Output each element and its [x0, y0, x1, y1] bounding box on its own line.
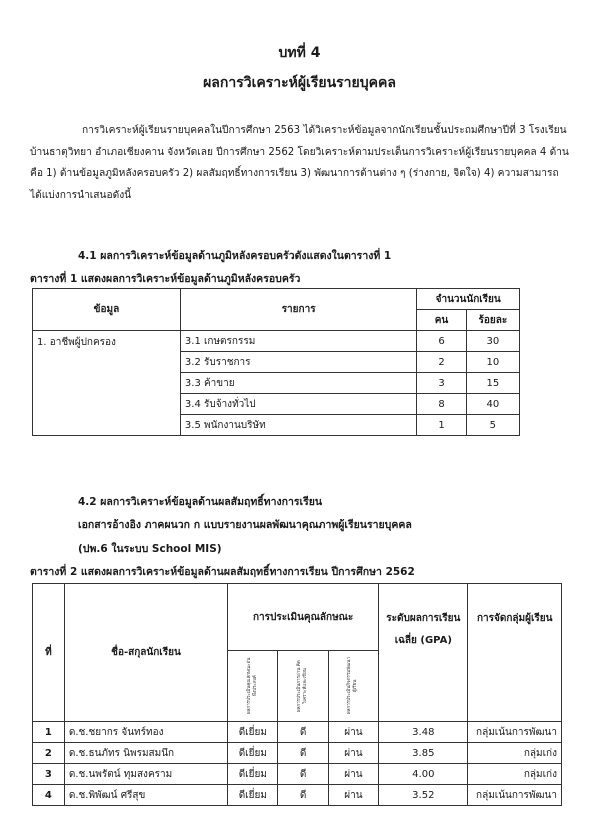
eval1-cell: ดีเยี่ยม [228, 764, 278, 785]
header-info: ข้อมูล [33, 289, 181, 331]
no-cell: 1 [33, 722, 65, 743]
chapter-number: บทที่ 4 [278, 45, 321, 61]
name-cell: ด.ช.ธนภัทร นิพรมสมนึก [64, 743, 227, 764]
header-name: ชื่อ-สกุลนักเรียน [64, 584, 227, 722]
count-cell: 6 [417, 331, 466, 352]
eval1-cell: ดีเยี่ยม [228, 785, 278, 806]
table-header-row [33, 289, 520, 310]
item-cell: 3.5 พนักงานบริษัท [180, 415, 416, 436]
gpa-cell: 3.52 [379, 785, 468, 806]
eval3-cell: ผ่าน [328, 764, 378, 785]
eval2-cell: ดี [278, 785, 328, 806]
header-percent: ร้อยละ [466, 310, 519, 331]
intro-paragraph [30, 120, 570, 206]
header-count: จำนวนนักเรียน [417, 289, 520, 310]
count-cell: 3 [417, 373, 466, 394]
table2-caption: ตารางที่ 2 แสดงผลการวิเคราะห์ข้อมูลด้านผลสัมฤทธิ์ทางการเรียน ปีการศึกษา 2562 [30, 566, 415, 578]
eval2-cell: ดี [278, 743, 328, 764]
eval3-cell: ผ่าน [328, 743, 378, 764]
gpa-cell: 3.48 [379, 722, 468, 743]
item-cell: 3.2 รับราชการ [180, 352, 416, 373]
eval1-cell: ดีเยี่ยม [228, 722, 278, 743]
item-cell: 3.4 รับจ้างทั่วไป [180, 394, 416, 415]
percent-cell: 5 [466, 415, 519, 436]
item-cell: 3.1 เกษตรกรรม [180, 331, 416, 352]
count-cell: 2 [417, 352, 466, 373]
reference-line-1: เอกสารอ้างอิง ภาคผนวก ก แบบรายงานผลพัฒนาคุณภาพผู้เรียนรายบุคคล [78, 519, 412, 531]
count-cell: 1 [417, 415, 466, 436]
name-cell: ด.ช.พิพัฒน์ ศรีสุข [64, 785, 227, 806]
table-row [33, 764, 562, 785]
group-cell: กลุ่มเก่ง [468, 743, 562, 764]
gpa-cell: 4.00 [379, 764, 468, 785]
eval3-cell: ผ่าน [328, 785, 378, 806]
table-row [33, 331, 520, 352]
gpa-cell: 3.85 [379, 743, 468, 764]
percent-cell: 10 [466, 352, 519, 373]
no-cell: 4 [33, 785, 65, 806]
percent-cell: 15 [466, 373, 519, 394]
intro-text: การวิเคราะห์ผู้เรียนรายบุคคลในปีการศึกษา 2563 ได้วิเคราะห์ข้อมูลจากนักเรียนชั้นประถมศึกษาปีที่ 3 โรงเรียนบ้านธาตุวิทยา อำเภอเชียงคาน จังหวัดเลย ปีการศึกษา 2562 โดยวิเคราะห์ตามประเด็นการวิเคราะห์ผู้เรียนรายบุคคล 4 ด้านคือ 1) ด้านข้อมูลภูมิหลังครอบครัว 2) ผลสัมฤทธิ์ทางการเรียน 3) พัฒนาการด้านต่าง ๆ (ร่างกาย, จิตใจ) 4) ความสามารถ ได้แบ่งการนำเสนอดังนี้ [30, 125, 569, 201]
header-evaluation: การประเมินคุณลักษณะ [228, 584, 379, 651]
eval2-cell: ดี [278, 764, 328, 785]
achievement-table [32, 583, 562, 806]
eval2-cell: ดี [278, 722, 328, 743]
table1-caption: ตารางที่ 1 แสดงผลการวิเคราะห์ข้อมูลด้านภูมิหลังครอบครัว [30, 273, 301, 285]
name-cell: ด.ช.ชยากร จันทร์ทอง [64, 722, 227, 743]
header-items: รายการ [180, 289, 416, 331]
group-cell: กลุ่มเน้นการพัฒนา [468, 785, 562, 806]
family-background-table [32, 288, 520, 436]
eval1-cell: ดีเยี่ยม [228, 743, 278, 764]
no-cell: 3 [33, 764, 65, 785]
section-heading-4-1: 4.1 ผลการวิเคราะห์ข้อมูลด้านภูมิหลังครอบครัวดังแสดงในตารางที่ 1 [78, 250, 392, 262]
group-cell: กลุ่มเน้นการพัฒนา [468, 722, 562, 743]
table-row [33, 785, 562, 806]
section-heading-4-2: 4.2 ผลการวิเคราะห์ข้อมูลด้านผลสัมฤทธิ์ทางการเรียน [78, 496, 323, 508]
table-row [33, 722, 562, 743]
subheader-attributes: ผลการประเมินคุณลักษณะอันพึงประสงค์ [228, 651, 278, 722]
eval3-cell: ผ่าน [328, 722, 378, 743]
header-people: คน [417, 310, 466, 331]
header-gpa: ระดับผลการเรียนเฉลี่ย (GPA) [379, 584, 468, 722]
no-cell: 2 [33, 743, 65, 764]
percent-cell: 30 [466, 331, 519, 352]
chapter-title: ผลการวิเคราะห์ผู้เรียนรายบุคคล [203, 75, 396, 91]
subheader-activities: ผลการประเมินกิจกรรมพัฒนาผู้เรียน [328, 651, 378, 722]
group-cell: 1. อาชีพผู้ปกครอง [33, 331, 181, 436]
count-cell: 8 [417, 394, 466, 415]
item-cell: 3.3 ค้าขาย [180, 373, 416, 394]
table-row [33, 743, 562, 764]
header-grouping: การจัดกลุ่มผู้เรียน [468, 584, 562, 722]
table-header-row [33, 584, 562, 651]
header-no: ที่ [33, 584, 65, 722]
reference-line-2: (ปพ.6 ในระบบ School MIS) [78, 543, 222, 555]
percent-cell: 40 [466, 394, 519, 415]
group-cell: กลุ่มเก่ง [468, 764, 562, 785]
subheader-reading: ผลการประเมินการอ่าน คิดวิเคราะห์และเขียน [278, 651, 328, 722]
name-cell: ด.ช.นพรัตน์ ทุมสงคราม [64, 764, 227, 785]
